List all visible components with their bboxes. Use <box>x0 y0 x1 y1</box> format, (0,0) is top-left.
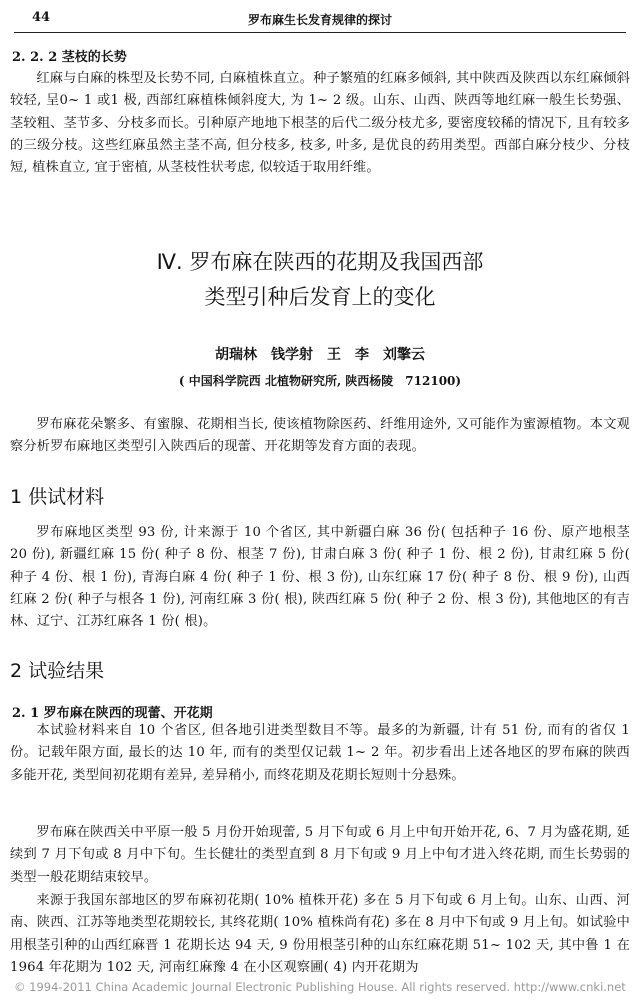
paragraph-materials: 罗布麻地区类型 93 份, 计来源于 10 个省区, 其中新疆白麻 36 份( 包括种子 16 份、原产地根茎 20 份), 新疆红麻 15 份( 种子 8 份、根茎 7 份), 甘肃白麻 3 份( 种子 1 份、根 2 份), 甘肃红麻 5 份( 种子 4 份、根 1 份), 青海白麻 4 份( 种子 1 份、根 3 份), 山东红麻 17 份( 种子 8 份、根 9 份), 山西红麻 2 份( 种子与根各 1 份), 河南红麻 3 份( 根), 陕西红麻 5 份( 种子 2 份、根 3 份), 其他地区的有吉林、辽宁、江苏红麻各 1 份( 根)。 <box>10 525 630 630</box>
subsection-heading-2-2-2: 2. 2. 2 茎枝的长势 <box>12 50 127 65</box>
copyright-watermark: © 1994-2011 China Academic Journal Electronic Publishing House. All rights reserved. http://www.cnki.net <box>14 980 626 994</box>
paragraph-results-2: 罗布麻在陕西关中平原一般 5 月份开始现蕾, 5 月下旬或 6 月上中旬开始开花, 6、7 月为盛花期, 延续到 7 月下旬或 8 月中下旬。生长健壮的类型直到 8 月下旬或 9 月上中旬才进入终花期, 而生长势弱的类型一般花期结束较早。 <box>10 825 630 885</box>
section-title-materials: 1 供试材料 <box>10 486 105 508</box>
subsection-heading-2-1: 2. 1 罗布麻在陕西的现蕾、开花期 <box>12 706 213 721</box>
paragraph-results-1: 本试验材料来自 10 个省区, 但各地引进类型数目不等。最多的为新疆, 计有 51 份, 而有的省仅 1 份。记载年限方面, 最长的达 10 年, 而有的类型仅记载 1~ 2 年。初步看出上述各地区的罗布麻的陕西多能开花, 类型间初花期有差异, 差异稍小, 而终花期及花期长短则十分悬殊。 <box>10 723 630 783</box>
paragraph-results-3: 来源于我国东部地区的罗布麻初花期( 10% 植株开花) 多在 5 月下旬或 6 月上旬。山东、山西、河南、陕西、江苏等地类型花期较长, 其终花期( 10% 植株尚有花) 多在 8 月中下旬或 9 月上旬。如试验中用根茎引种的山西红麻晋 1 花期长达 94 天, 9 份用根茎引种的山东红麻花期 51~ 102 天, 其中鲁 1 在 1964 年花期为 102 天, 河南红麻豫 4 在小区观察圃( 4) 内开花期为 <box>10 893 630 975</box>
page-number: 44 <box>32 10 51 25</box>
intro-paragraph: 罗布麻花朵繁多、有蜜腺、花期相当长, 使该植物除医药、纤维用途外, 又可能作为蜜源植物。本文观察分析罗布麻地区类型引入陕西后的现蕾、开花期等发育方面的表现。 <box>10 417 630 455</box>
section-title-results: 2 试验结果 <box>10 660 105 682</box>
article-title-line1: Ⅳ. 罗布麻在陕西的花期及我国西部 <box>156 250 484 274</box>
authors: 胡瑞林 钱学射 王 李 刘擎云 <box>215 347 425 363</box>
article-title-line2: 类型引种后发育上的变化 <box>204 285 436 309</box>
paragraph-stem-growth: 红麻与白麻的株型及长势不同, 白麻植株直立。种子繁殖的红麻多倾斜, 其中陕西及陕西以东红麻倾斜较轻, 呈0~ 1 或1 极, 西部红麻植株倾斜度大, 为 1~ 2 级。山东、山西、陕西等地红麻一般生长势强、茎较粗、茎节多、分枝多而长。引种原产地地下根茎的后代二级分枝尤多, 要密度较稀的情况下, 且有较多的三级分枝。这些红麻虽然主茎不高, 但分枝多, 枝多, 叶多, 是优良的药用类型。西部白麻分枝少、分枝短, 植株直立, 宜于密植, 从茎枝性状考虑, 似较适于取用纤维。 <box>10 71 631 176</box>
affiliation: ( 中国科学院西 北植物研究所, 陕西杨陵 712100) <box>178 374 462 388</box>
page-header <box>14 8 626 33</box>
running-title: 罗布麻生长发育规律的探讨 <box>247 13 392 27</box>
